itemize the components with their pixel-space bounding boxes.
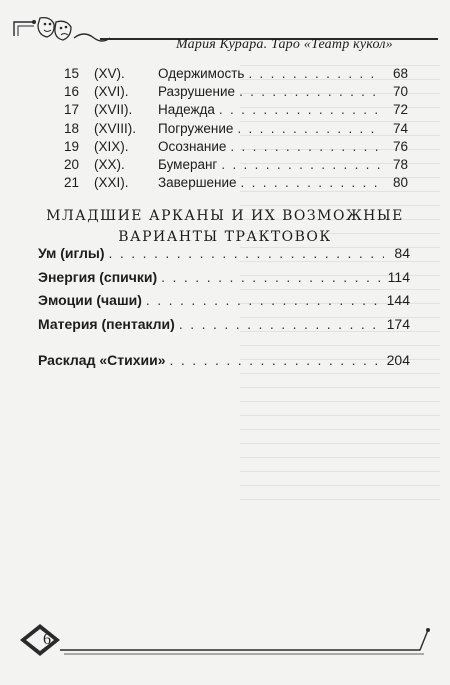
entry-page: 72: [392, 102, 408, 118]
entry-page: 78: [392, 156, 408, 172]
entry-page: 204: [386, 352, 410, 368]
entry-number: 15: [64, 66, 80, 81]
entry-title: Разрушение: [158, 84, 236, 100]
entry-roman: (XVII).: [94, 102, 133, 118]
entry-title: Завершение: [158, 175, 237, 191]
toc-entry[interactable]: [64, 157, 408, 175]
dot-leader: [109, 245, 384, 261]
entry-page: 114: [387, 268, 410, 285]
entry-title: Надежда: [158, 102, 215, 118]
entry-page: 144: [386, 292, 410, 308]
entry-title: Бумеранг: [158, 156, 218, 172]
entry-page: 80: [392, 175, 408, 191]
entry-number: 19: [64, 138, 80, 154]
toc-entry-spread[interactable]: [38, 352, 410, 376]
entry-title: Расклад «Стихии»: [38, 352, 166, 368]
entry-number: 18: [64, 120, 80, 136]
toc-entry[interactable]: [64, 121, 408, 139]
dot-leader: [237, 121, 382, 136]
entry-page: 74: [392, 120, 408, 136]
entry-number: 16: [64, 84, 80, 100]
running-head: Мария Курара. Таро «Театр кукол»: [176, 37, 393, 52]
entry-roman: (XXI).: [94, 175, 129, 191]
entry-title: Ум (иглы): [38, 245, 105, 261]
entry-number: 21: [64, 175, 80, 191]
entry-page: 174: [386, 315, 410, 332]
toc-entry[interactable]: [38, 292, 410, 316]
entry-title: Осознание: [158, 138, 227, 154]
entry-title: Одержимость: [158, 66, 245, 81]
entry-roman: (XVI).: [94, 84, 129, 100]
heading-line-1: МЛАДШИЕ АРКАНЫ И ИХ ВОЗМОЖНЫЕ: [46, 208, 404, 224]
toc-entry[interactable]: [64, 102, 408, 120]
dot-leader: [146, 292, 383, 308]
minor-arcana-heading: [40, 206, 410, 248]
page-number: 6: [43, 631, 51, 648]
minor-arcana-list: [38, 245, 410, 376]
dot-leader: [241, 175, 382, 190]
entry-page: 84: [394, 245, 410, 261]
entry-roman: (XX).: [94, 156, 125, 172]
footer-ornament-icon: [10, 610, 440, 670]
toc-entry[interactable]: [64, 66, 408, 84]
entry-roman: (XIX).: [94, 138, 129, 154]
toc-entry[interactable]: [38, 245, 410, 269]
major-arcana-list: [64, 66, 408, 193]
entry-title: Погружение: [158, 120, 234, 136]
toc-entry[interactable]: [38, 269, 410, 293]
entry-page: 68: [392, 66, 408, 81]
theatre-masks-icon: [10, 14, 110, 54]
entry-title: Эмоции (чаши): [38, 292, 142, 308]
toc-entry[interactable]: [38, 316, 410, 340]
dot-leader: [179, 316, 383, 332]
entry-number: 20: [64, 156, 80, 172]
entry-page: 70: [392, 84, 408, 100]
heading-line-2: ВАРИАНТЫ ТРАКТОВОК: [118, 229, 332, 245]
entry-roman: (XV).: [94, 66, 125, 81]
dot-leader: [161, 269, 384, 285]
toc-entry[interactable]: [64, 139, 408, 157]
entry-number: 17: [64, 102, 80, 118]
dot-leader: [219, 102, 382, 117]
dot-leader: [248, 66, 382, 81]
dot-leader: [170, 352, 383, 368]
toc-entry[interactable]: [64, 175, 408, 193]
entry-title: Энергия (спички): [38, 268, 158, 285]
toc-entry[interactable]: [64, 84, 408, 102]
entry-title: Материя (пентакли): [38, 315, 175, 332]
entry-page: 76: [392, 138, 408, 154]
dot-leader: [221, 157, 382, 172]
dot-leader: [239, 84, 382, 99]
entry-roman: (XVIII).: [94, 120, 137, 136]
dot-leader: [230, 139, 382, 154]
